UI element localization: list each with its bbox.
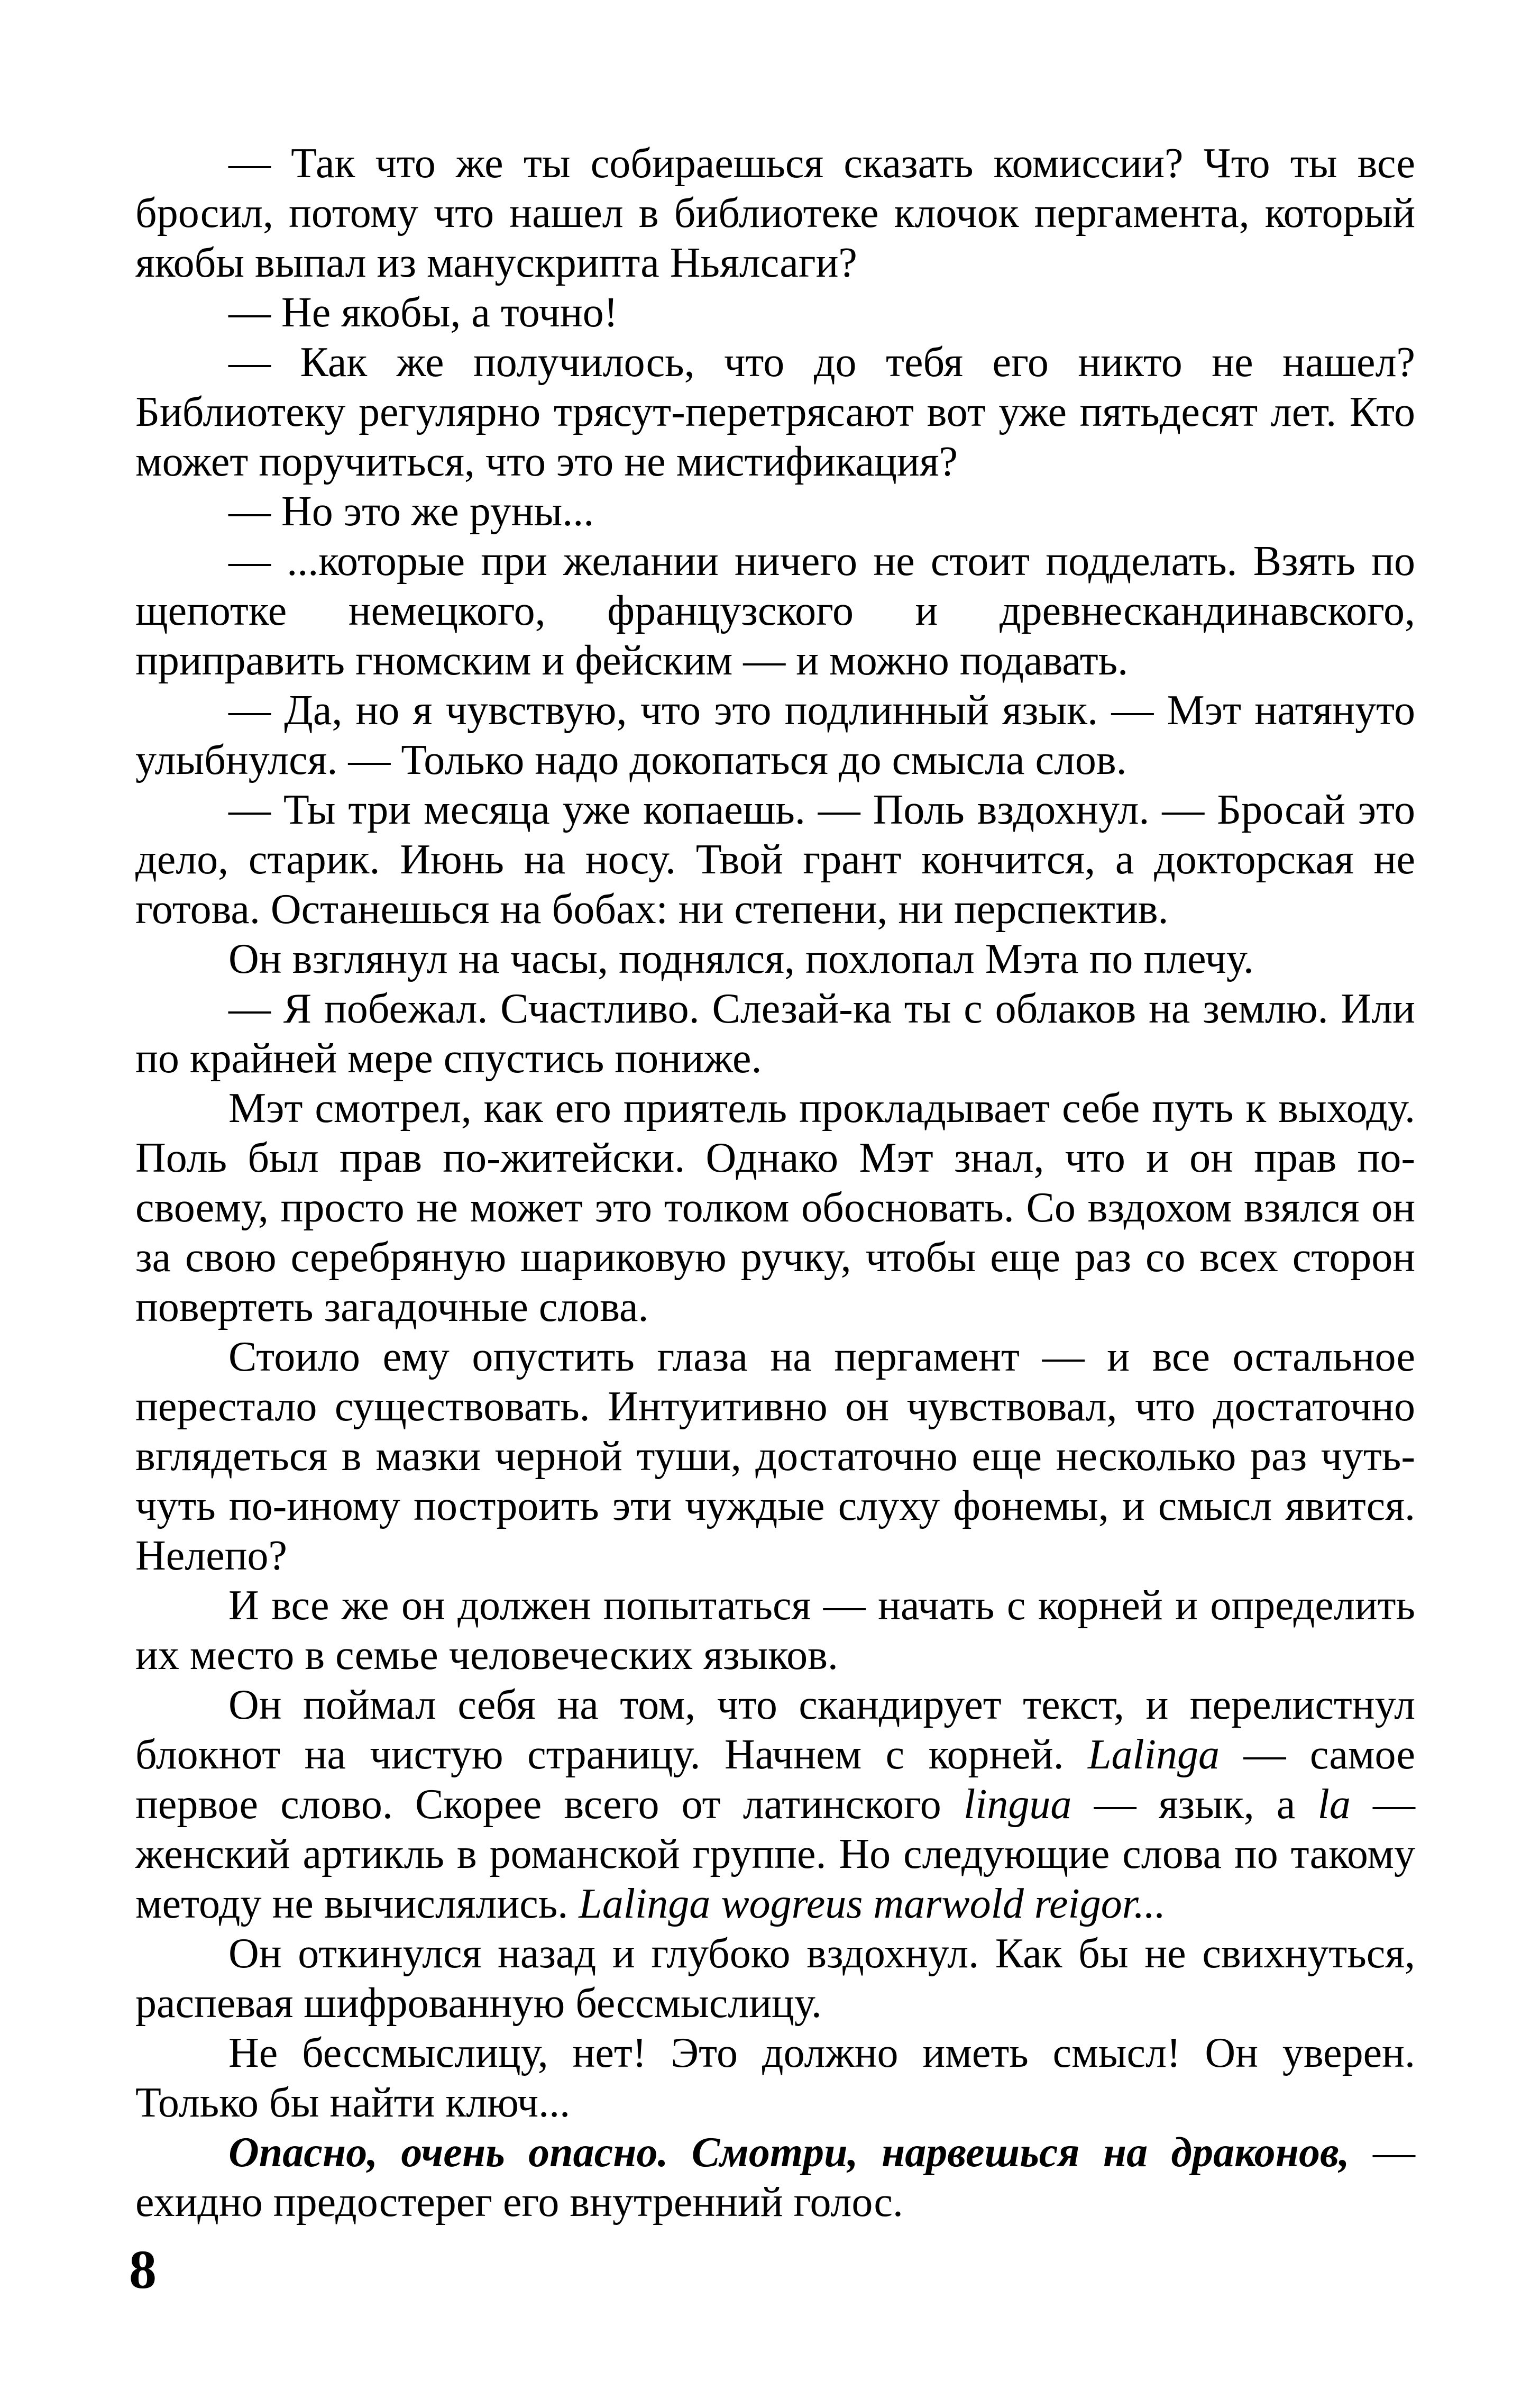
paragraph-4: — Но это же руны...	[228, 488, 594, 535]
paragraph-1: — Так что же ты собираешься сказать комиссии? Что ты все бросил, потому что нашел в библиотеке клочок пергамента, который якобы выпал из манускрипта Ньялсаги?	[135, 140, 1415, 286]
paragraph-6: — Да, но я чувствую, что это подлинный язык. — Мэт натянуто улыбнулся. — Только надо докопаться до смысла слов.	[135, 687, 1415, 783]
paragraph-9: — Я побежал. Счастливо. Слезай-ка ты с облаков на землю. Или по крайней мере спустись пониже.	[135, 986, 1415, 1082]
paragraph-3: — Как же получилось, что до тебя его никто не нашел? Библиотеку регулярно трясут-перетрясают вот уже пятьдесят лет. Кто может поручиться, что это не мистификация?	[135, 339, 1415, 485]
paragraph-15: Не бессмыслицу, нет! Это должно иметь смысл! Он уверен. Только бы найти ключ...	[135, 2030, 1415, 2126]
inner-voice-italic: Опасно, очень опасно. Смотри, нарвешься на драконов,	[228, 2129, 1350, 2176]
paragraph-10: Мэт смотрел, как его приятель прокладывает себе путь к выходу. Поль был прав по-житейски. Однако Мэт знал, что и он прав по-своему, просто не может это толком обосновать. Со вздохом взялся он за свою серебряную шариковую ручку, чтобы еще раз со всех сторон повертеть загадочные слова.	[135, 1085, 1415, 1330]
term-lalinga: Lalinga	[1088, 1731, 1220, 1778]
paragraph-14: Он откинулся назад и глубоко вздохнул. Как бы не свихнуться, распевая шифрованную бессмыслицу.	[135, 1930, 1415, 2027]
inner-voice-text: — ехидно предостерег его внутренний голос.	[135, 2129, 1415, 2225]
term-lingua: lingua	[963, 1781, 1072, 1828]
roots-text-4: — женский артикль в романской группе. Но следующие слова по такому методу не вычислялись.	[135, 1781, 1416, 1927]
paragraph-8: Он взглянул на часы, поднялся, похлопал Мэта по плечу.	[228, 936, 1254, 982]
paragraph-2: — Не якобы, а точно!	[228, 289, 618, 336]
roots-text-2: — самое первое слово. Скорее всего от латинского	[135, 1731, 1415, 1828]
roots-text-3: — язык, а	[1071, 1781, 1318, 1828]
paragraph-11: Стоило ему опустить глаза на пергамент — и все остальное перестало существовать. Интуитивно он чувствовал, что достаточно вглядеться в мазки черной туши, достаточно еще несколько раз чуть-чуть по-иному построить эти чуждые слуху фонемы, и смысл явится. Нелепо?	[135, 1334, 1415, 1579]
body-text	[135, 139, 1415, 2227]
paragraph-7: — Ты три месяца уже копаешь. — Поль вздохнул. — Бросай это дело, старик. Июнь на носу. Твой грант кончится, а докторская не готова. Останешься на бобах: ни степени, ни перспектив.	[135, 787, 1415, 933]
page-number: 8	[129, 2239, 157, 2300]
roots-text-1: Он поймал себя на том, что скандирует текст, и перелистнул блокнот на чистую страницу. Начнем с корней.	[135, 1682, 1415, 1778]
paragraph-12: И все же он должен попытаться — начать с корней и определить их место в семье человеческих языков.	[135, 1582, 1415, 1679]
term-la: la	[1317, 1781, 1351, 1828]
paragraph-inner-voice	[135, 2128, 1415, 2227]
paragraph-5: — ...которые при желании ничего не стоит подделать. Взять по щепотке немецкого, французского и древнескандинавского, приправить гномским и фейским — и можно подавать.	[135, 538, 1415, 684]
term-phrase: Lalinga wogreus marwold reigor...	[579, 1881, 1166, 1927]
paragraph-roots	[135, 1680, 1415, 1929]
